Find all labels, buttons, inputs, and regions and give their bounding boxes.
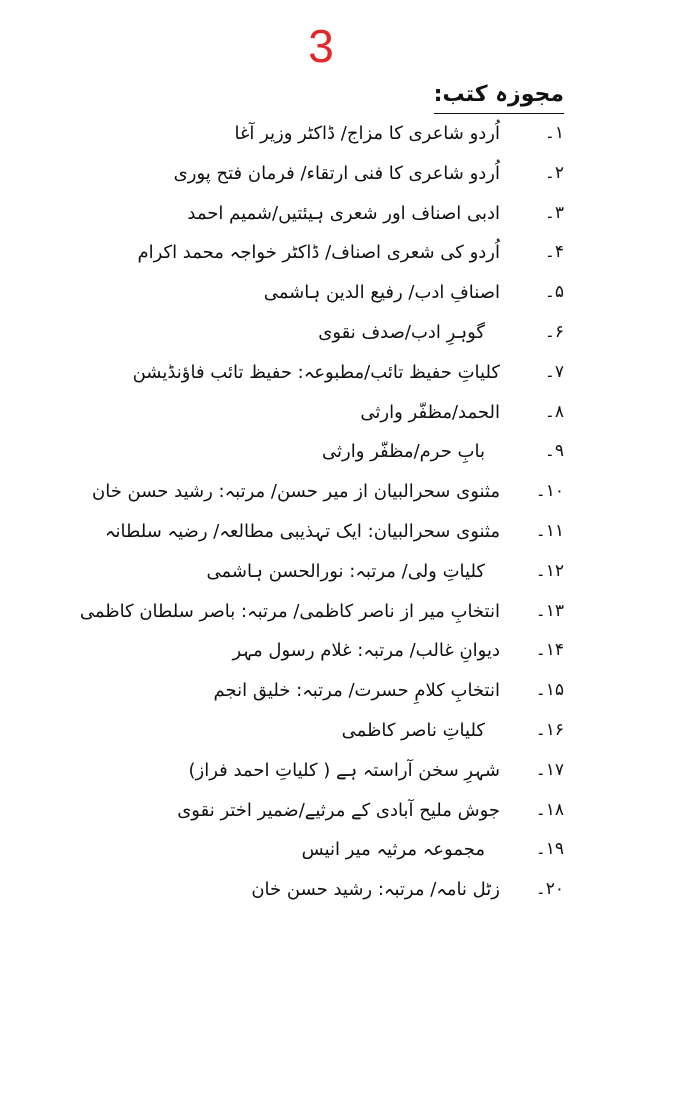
item-number: ۱۷۔ [535,759,564,780]
item-title: دیوانِ غالب/ مرتبہ: غلام رسول مہر [232,640,500,662]
page-number: 3 [308,20,334,72]
book-list [0,114,682,910]
item-title: مثنوی سحرالبیان: ایک تہذیبی مطالعہ/ رضیہ سلطانہ [104,520,500,542]
item-number: ۳۔ [544,202,564,223]
item-title: مجموعہ مرثیہ میر انیس [301,839,485,861]
list-item [0,631,682,671]
list-item [0,671,682,711]
item-title: انتخابِ کلامِ حسرت/ مرتبہ: خلیق انجم [213,680,500,702]
item-number: ۹۔ [544,441,564,462]
item-title: بابِ حرم/مظفّر وارثی [322,441,485,463]
item-number: ۱۲۔ [535,560,564,581]
item-title: الحمد/مظفّر وارثی [360,401,500,423]
item-title: شہرِ سخن آراستہ ہے ( کلیاتِ احمد فراز) [188,759,500,781]
list-item [0,472,682,512]
section-heading: مجوزہ کتب: [434,78,564,114]
list-item [0,711,682,751]
item-title: اصنافِ ادب/ رفیع الدین ہاشمی [263,282,500,304]
item-title: اُردو شاعری کا مزاج/ ڈاکٹر وزیر آغا [234,123,500,144]
list-item [0,154,682,194]
list-item [0,114,682,154]
item-number: ۱۵۔ [535,680,564,701]
item-title: کلیاتِ حفیظ تائب/مطبوعہ: حفیظ تائب فاؤنڈیشن [132,361,500,383]
item-number: ۱۸۔ [535,799,564,820]
item-title: مثنوی سحرالبیان از میر حسن/ مرتبہ: رشید حسن خان [92,481,500,503]
list-item [0,393,682,433]
item-title: زٹل نامہ/ مرتبہ: رشید حسن خان [251,879,500,901]
item-number: ۱۔ [544,123,564,143]
item-number: ۱۹۔ [535,839,564,860]
list-item [0,791,682,831]
list-item [0,194,682,234]
item-number: ۱۳۔ [535,600,564,621]
list-item [0,432,682,472]
item-number: ۱۴۔ [535,640,564,661]
list-item [0,830,682,870]
item-number: ۵۔ [544,282,564,303]
item-number: ۶۔ [544,321,564,342]
list-item [0,273,682,313]
item-number: ۱۰۔ [535,481,564,502]
list-item [0,751,682,791]
list-item [0,233,682,273]
item-title: اُردو کی شعری اصناف/ ڈاکٹر خواجہ محمد اکرام [137,242,500,264]
item-title: کلیاتِ ناصر کاظمی [341,719,485,741]
item-title: اُردو شاعری کا فنی ارتقاء/ فرمان فتح پوری [173,162,500,184]
item-number: ۱۶۔ [535,719,564,740]
list-item [0,512,682,552]
item-title: گوہرِ ادب/صدف نقوی [318,321,485,343]
item-number: ۱۱۔ [535,520,564,541]
item-number: ۷۔ [544,361,564,382]
item-title: کلیاتِ ولی/ مرتبہ: نورالحسن ہاشمی [206,560,485,582]
list-item [0,353,682,393]
item-number: ۴۔ [544,242,564,263]
list-item [0,592,682,632]
item-number: ۸۔ [544,401,564,422]
item-title: انتخابِ میر از ناصر کاظمی/ مرتبہ: باصر سلطان کاظمی [79,600,500,622]
item-number: ۲۰۔ [535,879,564,900]
list-item [0,313,682,353]
item-number: ۲۔ [544,162,564,183]
item-title: ادبی اصناف اور شعری ہیئتیں/شمیم احمد [187,202,500,224]
list-item [0,552,682,592]
item-title: جوش ملیح آبادی کے مرثیے/ضمیر اختر نقوی [177,799,500,821]
list-item [0,870,682,910]
